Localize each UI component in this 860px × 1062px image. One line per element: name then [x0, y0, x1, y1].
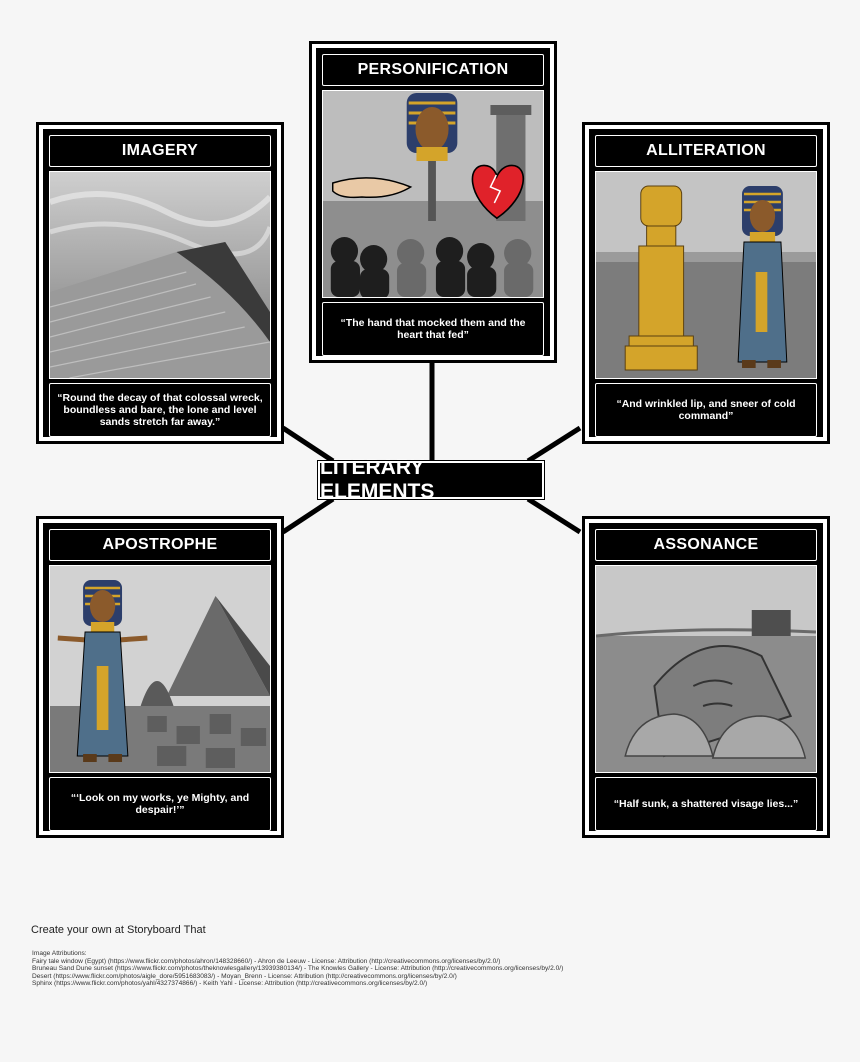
card-frame	[589, 523, 823, 831]
card-title: IMAGERY	[49, 135, 271, 167]
card-title: PERSONIFICATION	[322, 54, 544, 86]
pyramid-sphinx-image	[49, 565, 271, 773]
create-own-link[interactable]: Create your own at Storyboard That	[31, 924, 206, 936]
card-alliteration	[582, 122, 830, 444]
pharaoh-icon	[738, 186, 787, 368]
image-attributions	[32, 950, 563, 988]
card-title: ASSONANCE	[595, 529, 817, 561]
sand-dune-image	[49, 171, 271, 379]
center-label: LITERARY ELEMENTS	[318, 461, 544, 499]
card-frame	[43, 129, 277, 437]
statue-pharaoh-image	[595, 171, 817, 379]
attributions-heading: Image Attributions:	[32, 950, 87, 957]
card-caption: “Round the decay of that colossal wreck, boundless and bare, the lone and level sands stretch far away.”	[49, 383, 271, 437]
card-title: APOSTROPHE	[49, 529, 271, 561]
card-caption: “And wrinkled lip, and sneer of cold command”	[595, 383, 817, 437]
card-apostrophe	[36, 516, 284, 838]
card-personification	[309, 41, 557, 363]
sunken-visage-image	[595, 565, 817, 773]
card-frame	[316, 48, 550, 356]
attribution-line: Bruneau Sand Dune sunset (https://www.flickr.com/photos/theknowlesgallery/13939380134/) - The Knowles Gallery - License: Attribution (http://creativecommons.org/licenses/by/2.0/)	[32, 965, 564, 973]
attribution-line: Fairy tale window (Egypt) (https://www.flickr.com/photos/ahron/148328660/) - Ahron de Leeuw - License: Attribution (http://creativecommons.org/licenses/by/2.0/)	[32, 957, 501, 965]
card-caption: “Half sunk, a shattered visage lies...”	[595, 777, 817, 831]
card-imagery	[36, 122, 284, 444]
card-frame	[589, 129, 823, 437]
card-caption: “‘Look on my works, ye Mighty, and despair!’”	[49, 777, 271, 831]
card-frame	[43, 523, 277, 831]
card-assonance	[582, 516, 830, 838]
attribution-line: Sphinx (https://www.flickr.com/photos/yahl/4327374866/) - Keith Yahl - License: Attribution (http://creativecommons.org/licenses/by/2.0/)	[32, 980, 428, 988]
pharaoh-hand-heart-image	[322, 90, 544, 298]
card-title: ALLITERATION	[595, 135, 817, 167]
card-caption: “The hand that mocked them and the heart that fed”	[322, 302, 544, 356]
attribution-line: Desert (https://www.flickr.com/photos/aigle_dore/5951683083/) - Moyan_Brenn - License: Attribution (http://creativecommons.org/licenses/by/2.0/)	[32, 972, 457, 980]
